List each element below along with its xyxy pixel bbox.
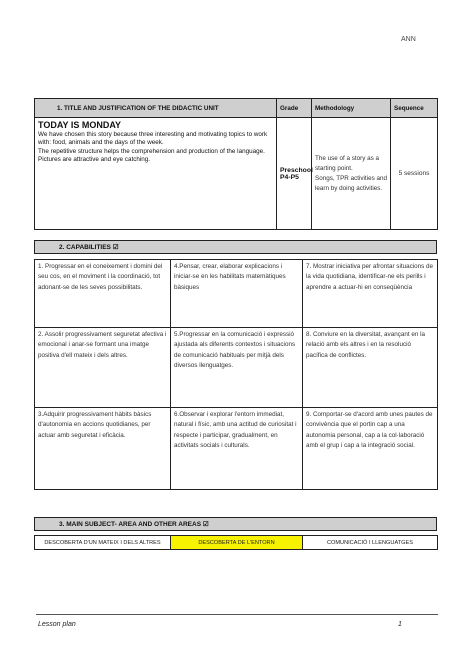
- title-justification-table: [34, 98, 438, 230]
- header-title-justification: 1. TITLE AND JUSTIFICATION OF THE DIDACTIC UNIT: [35, 99, 277, 118]
- capabilities-title: 2. CAPABILITIES ☑: [34, 240, 437, 254]
- author-initials: ANN: [401, 36, 416, 43]
- capability-7: 7. Mostrar iniciativa per afrontar situacions de la vida quotidiana, identificar-ne els perills i aprendre a actuar-hi en conseqüència: [303, 260, 438, 328]
- methodology-value: The use of a story as a starting point. Songs, TPR activities and learn by doing activities.: [315, 154, 387, 192]
- area-communication: COMUNICACIÓ I LLENGUATGES: [303, 536, 438, 550]
- justification-text: We have chosen this story because three interesting and motivating topics to work with: food, animals and the days of the week. The repetitive structure helps the comprehension and production of the language. Pictures are attractive and eye catching.: [38, 131, 268, 163]
- areas-table: [34, 535, 438, 550]
- capability-9: 9. Comportar-se d'acord amb unes pautes de convivència que el portin cap a una autonomia personal, cap a la col·laboració amb el grup i cap a la integració social.: [303, 408, 438, 490]
- capability-6: 6.Observar i explorar l'entorn immediat, natural i físic, amb una actitud de curiositat i respecte i participar, gradualment, en activitats socials i culturals.: [171, 408, 303, 490]
- footer-divider: [36, 614, 438, 615]
- capability-2: 2. Assolir progressivament seguretat afectiva i emocional i anar-se formant una imatge positiva d'ell mateix i dels altres.: [35, 328, 171, 408]
- capability-5: 5.Progressar en la comunicació i expressió ajustada als diferents contextos i situacions de comunicació habituals per mitjà dels diversos llenguatges.: [171, 328, 303, 408]
- header-grade: Grade: [277, 99, 312, 118]
- capability-1: 1. Progressar en el coneixement i domini del seu cos, en el moviment i la coordinació, tot adonant-se de les seves possibilitats.: [35, 260, 171, 328]
- header-methodology: Methodology: [312, 99, 391, 118]
- page-number: 1: [398, 621, 402, 628]
- justification-cell: [35, 118, 277, 230]
- capabilities-table: [34, 259, 438, 490]
- capability-4: 4.Pensar, crear, elaborar explicacions i iniciar-se en les habilitats matemàtiques bàsiques: [171, 260, 303, 328]
- capability-8: 8. Conviure en la diversitat, avançant en la relació amb els altres i en la resolució pacífica de conflictes.: [303, 328, 438, 408]
- unit-title: TODAY IS MONDAY: [38, 120, 122, 130]
- area-environment-highlighted: DESCOBERTA DE L'ENTORN: [171, 536, 303, 550]
- footer-label: Lesson plan: [38, 621, 76, 628]
- header-sequence: Sequence: [391, 99, 438, 118]
- methodology-text: [312, 118, 391, 230]
- main-subject-title: 3. MAIN SUBJECT- AREA AND OTHER AREAS ☑: [34, 517, 437, 531]
- grade-value: Preschool P4-P5: [277, 118, 312, 230]
- capability-3: 3.Adquirir progressivament hàbits bàsics d'autonomia en accions quotidianes, per actuar amb seguretat i eficàcia.: [35, 408, 171, 490]
- area-self-others: DESCOBERTA D'UN MATEIX I DELS ALTRES: [35, 536, 171, 550]
- sequence-value: 5 sessions: [391, 118, 438, 230]
